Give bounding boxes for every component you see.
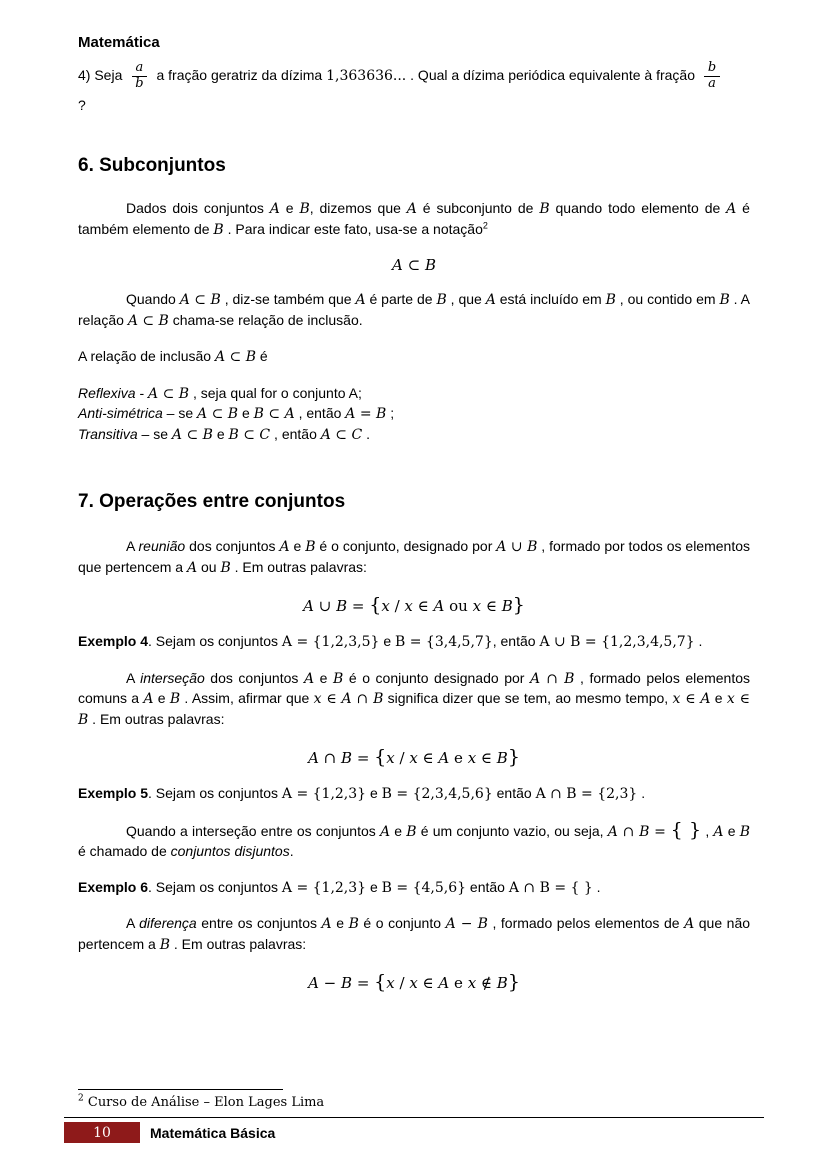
problem-middle-text (153, 67, 699, 83)
text-run: } (507, 971, 520, 994)
text-run: então (492, 785, 536, 802)
text-run: e (366, 878, 382, 895)
example-4 (78, 632, 750, 653)
text-run: e (153, 690, 170, 707)
paragraph-difference (78, 914, 750, 955)
text-run: e (366, 785, 382, 802)
section-6-paragraph-2 (78, 290, 750, 331)
text-run: x (404, 597, 413, 616)
text-run: A (713, 823, 724, 840)
paragraph-intersection (78, 669, 750, 731)
text-run: A = {1,2,3} (281, 786, 367, 803)
text-run: A (438, 974, 450, 993)
text-run: B (496, 749, 508, 768)
text-run: A (126, 538, 139, 555)
text-run: é subconjunto de (416, 200, 540, 217)
text-run: . (592, 878, 601, 895)
text-run: A (355, 292, 366, 309)
example-5 (78, 784, 750, 805)
text-run: x (409, 974, 418, 993)
text-run: Quando a interseção entre os conjuntos (126, 822, 380, 839)
text-run: Transitiva (78, 425, 138, 442)
text-run: A (485, 292, 496, 309)
formula-subset (78, 256, 750, 274)
text-run: A ∩ B = {2,3} (535, 786, 638, 803)
text-run: x ∈ A ∩ B (313, 691, 384, 708)
text-run: . Para indicar este fato, usa-se a notação (223, 220, 483, 237)
text-run: Reflexiva (78, 384, 136, 401)
text-run: ou (197, 558, 221, 575)
text-run: Exemplo 5 (78, 785, 149, 802)
text-run: ∈ (417, 749, 439, 768)
text-run: . A relação (78, 291, 751, 328)
text-run: e (238, 405, 254, 422)
text-run: ∪ (314, 597, 337, 616)
text-run: A ⊂ B (127, 312, 169, 329)
text-run: . Assim, afirmar que (180, 690, 314, 707)
text-run: 1,363636... (326, 68, 407, 85)
text-run: x ∈ B (78, 691, 750, 728)
text-run: / (394, 974, 410, 993)
text-run: ∈ (476, 749, 497, 768)
fraction-b-over-a (704, 61, 720, 92)
text-run: x (467, 749, 477, 768)
text-run: x (472, 597, 482, 616)
text-run: { (374, 971, 387, 994)
text-run: ∉ (476, 974, 497, 993)
text-run: B (341, 749, 353, 768)
section-6-heading: 6. Subconjuntos (78, 155, 226, 177)
text-run: A (186, 559, 198, 576)
property-transitiva (78, 425, 750, 446)
text-run: A ⊂ B (214, 349, 257, 366)
text-run: A (321, 916, 332, 933)
text-run: / (394, 749, 410, 768)
text-run: , então (492, 633, 540, 650)
text-run: A (269, 201, 280, 218)
text-run: = (352, 749, 375, 768)
text-run: Dados dois conjuntos (126, 200, 270, 217)
text-run: , que (446, 291, 486, 308)
text-run: e (289, 538, 306, 555)
text-run: = (352, 974, 375, 993)
text-run: A ⊂ C (320, 426, 363, 443)
text-run: } (512, 594, 525, 617)
text-run: A (279, 539, 290, 556)
text-run: e (314, 669, 333, 686)
text-run: A (684, 916, 695, 933)
text-run: . Em outras palavras: (230, 558, 367, 575)
text-run: A ∩ B = (607, 823, 671, 840)
text-run: quando todo elemento de (549, 200, 727, 217)
text-run: chama-se relação de inclusão. (168, 311, 363, 328)
text-run: A (406, 201, 417, 218)
text-run: , formado por todos os elementos que pertencem a (78, 538, 751, 575)
text-run: A ⊂ B (148, 385, 190, 402)
text-run: ⊂ (402, 256, 425, 275)
text-run: B (299, 201, 310, 218)
text-run: . Sejam os conjuntos (148, 878, 282, 895)
text-run: A = B (345, 406, 387, 423)
section-7-heading: 7. Operações entre conjuntos (78, 491, 346, 513)
text-run: Quando (126, 291, 180, 308)
text-run: A relação de inclusão (78, 348, 215, 365)
text-run: Exemplo 4 (78, 633, 149, 650)
text-run: . (362, 425, 370, 442)
example-6 (78, 878, 750, 899)
text-run: − (318, 974, 342, 993)
text-run: e (710, 690, 727, 707)
text-run: ∈ (481, 597, 502, 616)
text-run: é também elemento de (78, 200, 750, 237)
text-run: a fração geratriz da dízima (152, 67, 327, 84)
text-run: e (390, 822, 407, 839)
text-run: A = {1,2,3} (281, 879, 367, 896)
problem-4 (78, 61, 750, 92)
text-run: B = {3,4,5,7} (395, 634, 493, 651)
text-run: A ⊂ B (179, 292, 221, 309)
text-run: A (308, 749, 319, 768)
fraction-denominator: a (708, 75, 716, 91)
text-run: B (220, 559, 231, 576)
text-run: Anti-simétrica (78, 405, 163, 422)
page-footer (64, 1089, 764, 1143)
footnote-divider (78, 1089, 283, 1090)
formula-intersection (78, 746, 750, 768)
text-run: B (501, 597, 513, 616)
text-run: B (719, 292, 730, 309)
fraction-denominator: b (135, 75, 144, 91)
text-run: está incluído em (495, 291, 606, 308)
text-run: A − B (445, 916, 488, 933)
text-run: , ou contido em (615, 291, 720, 308)
text-run: B (332, 670, 344, 687)
text-run: é um conjunto vazio, ou seja, (416, 822, 608, 839)
text-run: entre os conjuntos (196, 915, 322, 932)
text-run: B (341, 974, 353, 993)
text-run: . (694, 633, 703, 650)
footer-bar (64, 1122, 764, 1143)
text-run: então (466, 878, 509, 895)
text-run: , então (270, 425, 321, 442)
text-run: A (308, 974, 319, 993)
inclusion-properties (78, 384, 750, 446)
text-run: , (701, 822, 714, 839)
text-run: = (347, 597, 370, 616)
text-run: Exemplo 6 (78, 878, 149, 895)
problem-question-mark: ? (78, 96, 86, 113)
text-run: , formado pelos elementos de (487, 915, 685, 932)
page-content (78, 34, 750, 1009)
text-run: ou (444, 597, 473, 616)
text-run: é o conjunto (358, 915, 446, 932)
text-run: Curso de Análise – Elon Lages Lima (83, 1095, 325, 1110)
text-run: A (126, 915, 140, 932)
text-run: , formado pelos elementos comuns a (78, 669, 750, 707)
text-run: B (496, 974, 508, 993)
text-run: A (379, 823, 391, 840)
text-run: . Em outras palavras: (88, 710, 225, 727)
text-run: e (331, 915, 349, 932)
text-run: x (467, 974, 477, 993)
text-run: A (726, 201, 737, 218)
text-run: { (374, 746, 387, 769)
text-run: A (126, 669, 141, 686)
page-number-badge: 10 (64, 1122, 140, 1143)
text-run: B ⊂ A (253, 406, 295, 423)
text-run: { (369, 594, 382, 617)
text-run: é parte de (365, 291, 437, 308)
text-run: – se (137, 425, 172, 442)
text-run: B (436, 292, 447, 309)
text-run: . Sejam os conjuntos (148, 785, 282, 802)
property-reflexiva (78, 384, 750, 405)
text-run: A ∪ B (496, 539, 538, 556)
text-run: A ⊂ B (171, 426, 213, 443)
fraction-numerator: b (704, 61, 720, 77)
text-run: B (213, 221, 224, 238)
text-run: B (406, 823, 417, 840)
text-run: é o conjunto designado por (343, 669, 531, 686)
text-run: e (279, 200, 300, 217)
footnote-reference (78, 1095, 764, 1110)
text-run: , seja qual for o conjunto A; (189, 384, 362, 401)
text-run: 2 (78, 1093, 84, 1104)
text-run: ∈ (412, 597, 434, 616)
footer-divider (64, 1117, 764, 1118)
text-run: A (392, 256, 403, 275)
text-run: interseção (140, 669, 205, 686)
text-run: B (424, 256, 436, 275)
fraction-numerator: a (132, 61, 148, 77)
text-run: A (433, 597, 445, 616)
text-run: reunião (138, 538, 186, 555)
text-run: B (739, 823, 750, 840)
text-run: B (169, 691, 181, 708)
text-run: x (386, 974, 395, 993)
text-run: e (723, 822, 740, 839)
text-run: x (386, 749, 395, 768)
text-run: diferença (139, 915, 197, 932)
text-run: . Sejam os conjuntos (148, 633, 282, 650)
page-header-title: Matemática (78, 34, 160, 51)
text-run: B (159, 936, 171, 953)
text-run: e (379, 633, 396, 650)
text-run: B (539, 201, 550, 218)
text-run: A (303, 670, 315, 687)
text-run: A ∪ B = {1,2,3,4,5,7} (539, 634, 695, 651)
text-run: B (305, 539, 316, 556)
text-run: é o conjunto, designado por (315, 538, 497, 555)
text-run: B ⊂ C (228, 426, 271, 443)
text-run: x ∈ A (672, 691, 711, 708)
text-run: – se (162, 405, 198, 422)
text-run: } (507, 746, 520, 769)
text-run: dos conjuntos (185, 538, 280, 555)
text-run: que não pertencem a (78, 915, 751, 952)
text-run: . Em outras palavras: (170, 935, 307, 952)
text-run: dos conjuntos (204, 669, 304, 686)
text-run: B (348, 916, 359, 933)
text-run: é (256, 348, 268, 365)
formula-union (78, 594, 750, 616)
text-run: significa dizer que se tem, ao mesmo tempo, (383, 690, 673, 707)
text-run: , então (294, 405, 346, 422)
text-run: , dizemos que (309, 200, 407, 217)
text-run: A ∩ B = { } (508, 879, 593, 896)
text-run: { } (670, 818, 702, 841)
text-run: A ∩ B (530, 670, 575, 687)
text-run: - (135, 384, 149, 401)
text-run: B = {2,3,4,5,6} (381, 786, 493, 803)
text-run: conjuntos disjuntos (170, 843, 290, 860)
text-run: . Qual a dízima periódica equivalente à fração (406, 67, 699, 84)
property-anti-simetrica (78, 404, 750, 425)
text-run: B (605, 292, 616, 309)
text-run: 2 (482, 220, 488, 231)
formula-difference (78, 971, 750, 993)
text-run: . (637, 785, 646, 802)
text-run: é chamado de (78, 843, 171, 860)
text-run: . (289, 843, 294, 860)
section-6-paragraph-1 (78, 199, 750, 240)
text-run: A ⊂ B (197, 406, 239, 423)
text-run: A (303, 597, 314, 616)
text-run: A (143, 691, 154, 708)
text-run: ∈ (417, 974, 439, 993)
fraction-a-over-b (131, 61, 147, 92)
text-run: / (389, 597, 405, 616)
text-run: ; (386, 405, 395, 422)
text-run: e (449, 974, 468, 993)
book-title: Matemática Básica (150, 1124, 276, 1141)
paragraph-disjoint-sets (78, 818, 750, 862)
text-run: A (438, 749, 450, 768)
problem-prefix: 4) Seja (78, 67, 127, 84)
text-run: , diz-se também que (220, 291, 356, 308)
text-run: x (381, 597, 390, 616)
text-run: B (336, 597, 348, 616)
text-run: A = {1,2,3,5} (281, 634, 380, 651)
text-run: e (212, 425, 229, 442)
text-run: B = {4,5,6} (381, 879, 467, 896)
section-6-paragraph-3 (78, 347, 750, 368)
paragraph-union (78, 537, 750, 578)
text-run: x (409, 749, 418, 768)
text-run: e (449, 749, 468, 768)
text-run: ∩ (318, 749, 342, 768)
